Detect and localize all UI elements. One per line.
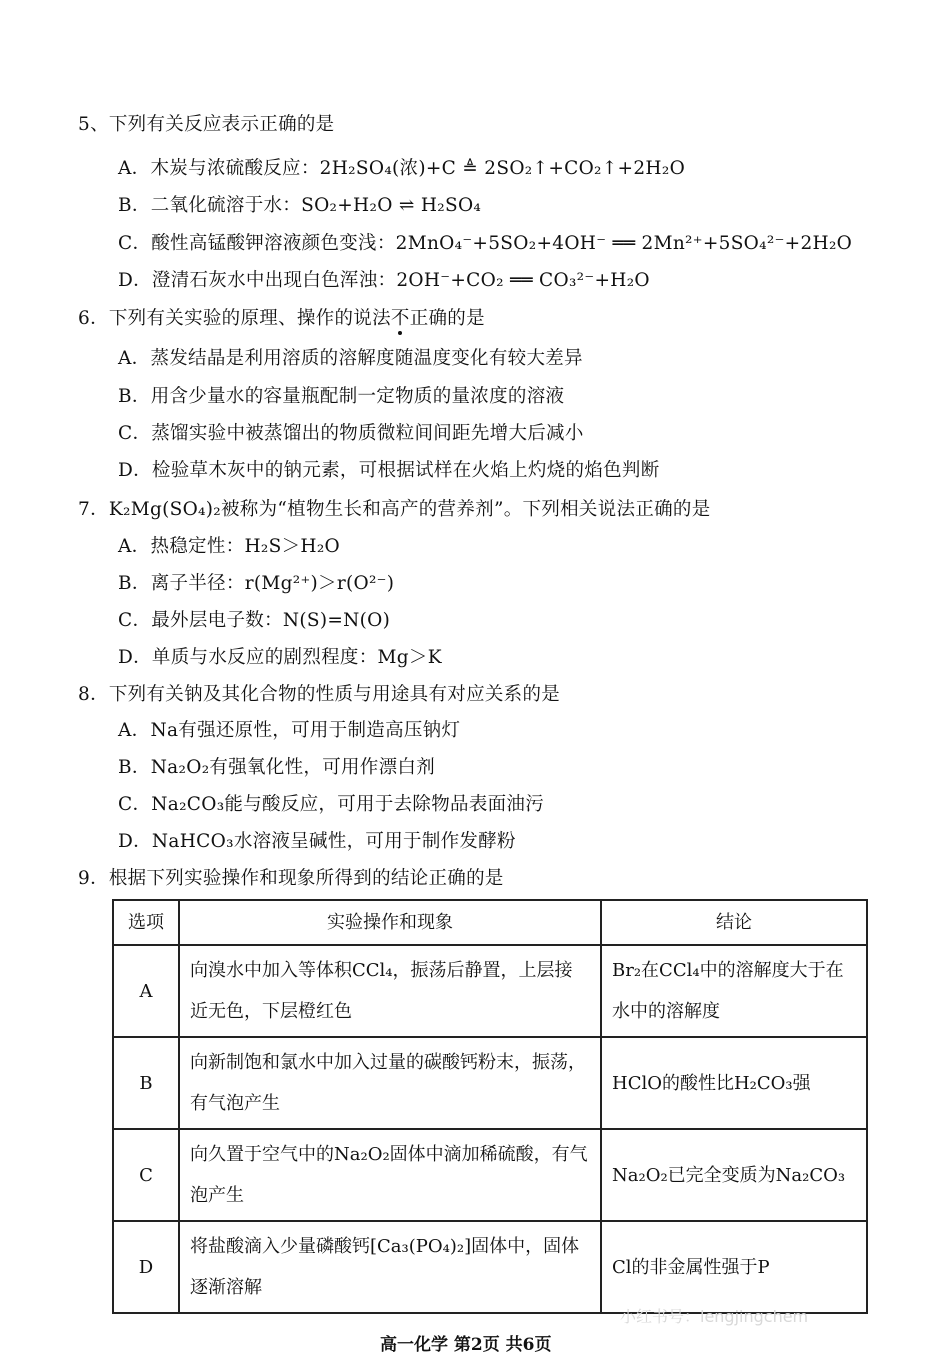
question-6-option-b: B．用含少量水的容量瓶配制一定物质的量浓度的溶液 bbox=[118, 386, 565, 407]
table-row bbox=[113, 1129, 867, 1221]
question-5-stem: 5、下列有关反应表示正确的是 bbox=[78, 114, 335, 135]
question-7-option-c: C．最外层电子数：N(S)=N(O) bbox=[118, 610, 391, 631]
question-6-option-c: C．蒸馏实验中被蒸馏出的物质微粒间间距先增大后减小 bbox=[118, 423, 584, 444]
question-8-option-b: B．Na₂O₂有强氧化性，可用作漂白剂 bbox=[118, 757, 436, 778]
table-row bbox=[113, 1037, 867, 1129]
row-operation: 将盐酸滴入少量磷酸钙[Ca₃(PO₄)₂]固体中，固体逐渐溶解 bbox=[179, 1221, 601, 1313]
page-footer: 高一化学 第2页 共6页 bbox=[380, 1335, 552, 1355]
header-operation: 实验操作和现象 bbox=[179, 900, 601, 945]
table-row bbox=[113, 1221, 867, 1313]
row-option: C bbox=[113, 1129, 179, 1221]
question-7-stem: 7．K₂Mg(SO₄)₂被称为“植物生长和高产的营养剂”。下列相关说法正确的是 bbox=[78, 499, 711, 520]
stem-text: 正确的是 bbox=[409, 308, 485, 329]
row-conclusion: Na₂O₂已完全变质为Na₂CO₃ bbox=[601, 1129, 867, 1221]
question-9-stem: 9．根据下列实验操作和现象所得到的结论正确的是 bbox=[78, 868, 504, 889]
table-row bbox=[113, 945, 867, 1037]
question-6-stem bbox=[78, 304, 485, 330]
emphasized-word: 不 bbox=[390, 308, 410, 329]
question-8-option-a: A．Na有强还原性，可用于制造高压钠灯 bbox=[118, 720, 461, 741]
question-5-option-b: B．二氧化硫溶于水：SO₂+H₂O ⇌ H₂SO₄ bbox=[118, 195, 482, 216]
header-conclusion: 结论 bbox=[601, 900, 867, 945]
question-7-option-a: A．热稳定性：H₂S＞H₂O bbox=[118, 536, 341, 557]
question-7-option-d: D．单质与水反应的剧烈程度：Mg＞K bbox=[118, 647, 442, 668]
stem-text: 6．下列有关实验的原理、操作的说法 bbox=[78, 308, 391, 329]
row-operation: 向久置于空气中的Na₂O₂固体中滴加稀硫酸，有气泡产生 bbox=[179, 1129, 601, 1221]
row-conclusion: Br₂在CCl₄中的溶解度大于在水中的溶解度 bbox=[601, 945, 867, 1037]
question-6-option-d: D．检验草木灰中的钠元素，可根据试样在火焰上灼烧的焰色判断 bbox=[118, 460, 660, 481]
row-option: A bbox=[113, 945, 179, 1037]
question-8-stem: 8．下列有关钠及其化合物的性质与用途具有对应关系的是 bbox=[78, 684, 561, 705]
watermark: 小红书号：lengjingchem bbox=[620, 1307, 809, 1326]
question-6-option-a: A．蒸发结晶是利用溶质的溶解度随温度变化有较大差异 bbox=[118, 348, 583, 369]
table-header-row bbox=[113, 900, 867, 945]
row-conclusion: HClO的酸性比H₂CO₃强 bbox=[601, 1037, 867, 1129]
row-option: D bbox=[113, 1221, 179, 1313]
experiment-table bbox=[112, 899, 868, 1314]
header-option: 选项 bbox=[113, 900, 179, 945]
row-operation: 向溴水中加入等体积CCl₄，振荡后静置，上层接近无色，下层橙红色 bbox=[179, 945, 601, 1037]
question-5-option-a: A．木炭与浓硫酸反应：2H₂SO₄(浓)+C ≜ 2SO₂↑+CO₂↑+2H₂O bbox=[118, 158, 686, 179]
row-option: B bbox=[113, 1037, 179, 1129]
question-8-option-d: D．NaHCO₃水溶液呈碱性，可用于制作发酵粉 bbox=[118, 831, 516, 852]
question-8-option-c: C．Na₂CO₃能与酸反应，可用于去除物品表面油污 bbox=[118, 794, 545, 815]
row-conclusion: Cl的非金属性强于P bbox=[601, 1221, 867, 1313]
question-5-option-c: C．酸性高锰酸钾溶液颜色变浅：2MnO₄⁻+5SO₂+4OH⁻ ══ 2Mn²⁺+5SO₄²⁻+2H₂O bbox=[118, 233, 853, 254]
question-7-option-b: B．离子半径：r(Mg²⁺)＞r(O²⁻) bbox=[118, 573, 395, 594]
question-5-option-d: D．澄清石灰水中出现白色浑浊：2OH⁻+CO₂ ══ CO₃²⁻+H₂O bbox=[118, 270, 650, 291]
row-operation: 向新制饱和氯水中加入过量的碳酸钙粉末，振荡，有气泡产生 bbox=[179, 1037, 601, 1129]
